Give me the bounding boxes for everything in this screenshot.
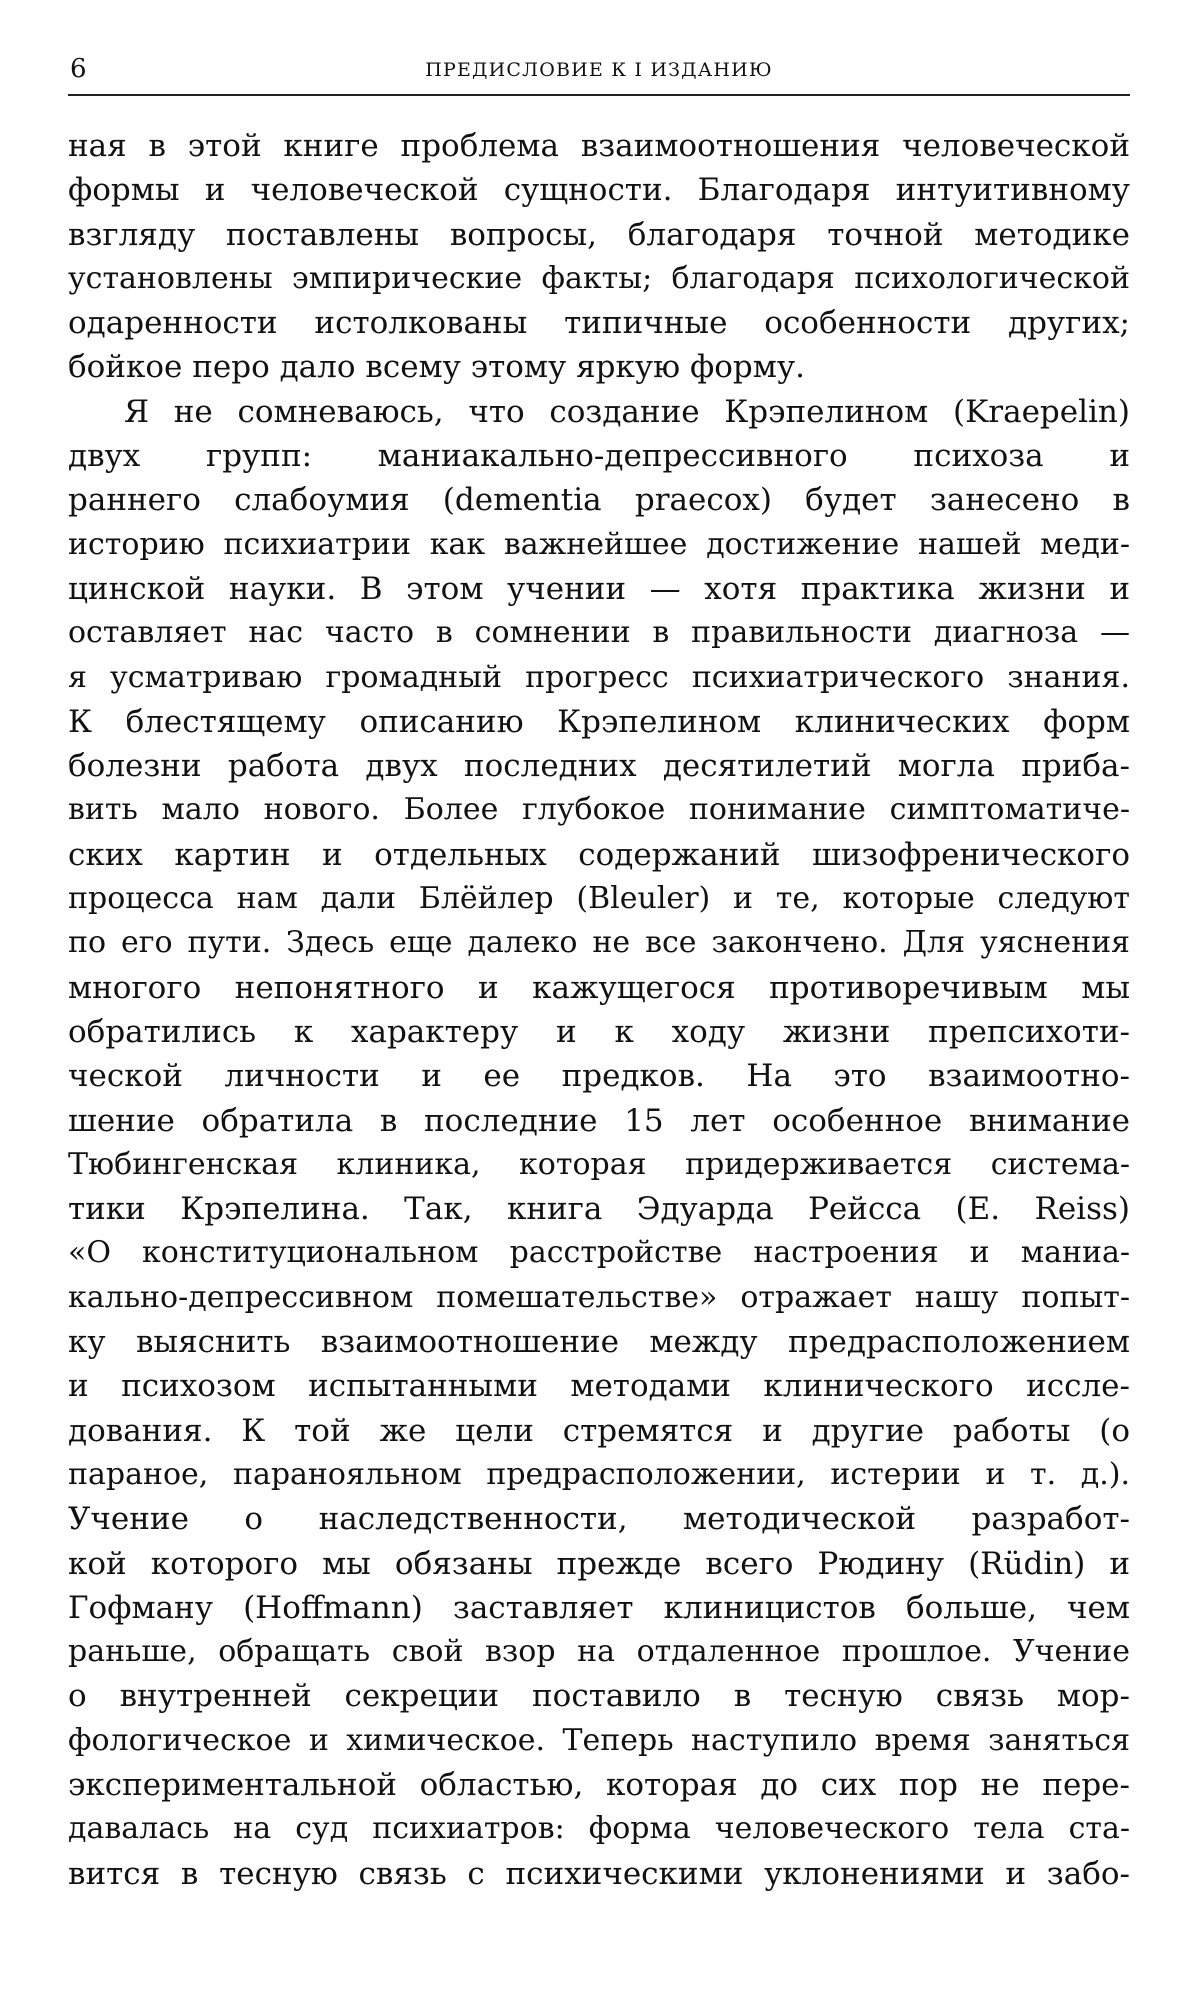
text-line: ная в этой книге проблема взаимоотношения человеческой <box>68 128 1130 164</box>
text-line: процесса нам дали Блёйлер (Bleuler) и те, которые следуют <box>68 881 1130 917</box>
text-line: Я не сомневаюсь, что создание Крэпелином (Kraepelin) <box>124 393 1130 430</box>
text-line: вить мало нового. Более глубокое понимание симптоматиче- <box>68 792 1130 828</box>
paragraph-2 <box>68 390 1130 1896</box>
text-line: взгляду поставлены вопросы, благодаря точной методике <box>68 216 1130 253</box>
running-head: ПРЕДИСЛОВИЕ К I ИЗДАНИЮ <box>425 59 773 81</box>
text-line: болезни работа двух последних десятилетий могла приба- <box>68 748 1130 785</box>
text-line: раннего слабоумия (dementia praecox) будет занесено в <box>68 482 1130 519</box>
text-line: ских картин и отдельных содержаний шизофренического <box>68 836 1130 873</box>
text-line: формы и человеческой сущности. Благодаря интуитивному <box>68 172 1130 209</box>
text-line: двух групп: маниакально-депрессивного психоза и <box>68 438 1130 475</box>
book-page <box>68 50 1130 1896</box>
text-line: одаренности истолкованы типичные особенности других; <box>68 305 1130 342</box>
text-line: я усматриваю громадный прогресс психиатрического знания. <box>68 659 1130 695</box>
text-line: К блестящему описанию Крэпелином клинических форм <box>68 703 1130 740</box>
text-line: установлены эмпирические факты; благодаря психологической <box>68 260 1130 296</box>
text-line: историю психиатрии как важнейшее достижение нашей меди- <box>68 526 1130 562</box>
text-line: фологическое и химическое. Теперь наступило время заняться <box>68 1722 1130 1758</box>
text-line: шение обратила в последние 15 лет особенное внимание <box>68 1102 1130 1139</box>
text-line: обратились к характеру и к ходу жизни препсихоти- <box>68 1013 1130 1050</box>
body-text <box>68 124 1130 1896</box>
text-line: и психозом испытанными методами клинического иссле- <box>68 1368 1130 1405</box>
text-line: по его пути. Здесь еще далеко не все закончено. Для уяснения <box>68 925 1130 961</box>
text-line: дования. К той же цели стремятся и другие работы (о <box>68 1412 1130 1449</box>
text-line: ческой личности и ее предков. На это взаимоотно- <box>68 1058 1130 1095</box>
text-line: экспериментальной областью, которая до сих пор не пере- <box>68 1766 1130 1803</box>
text-line: многого непонятного и кажущегося противоречивым мы <box>68 969 1130 1006</box>
text-line: ку выяснить взаимоотношение между предрасположением <box>68 1324 1130 1361</box>
text-line: раньше, обращать свой взор на отдаленное прошлое. Учение <box>68 1634 1130 1670</box>
text-line: бойкое перо дало всему этому яркую форму. <box>68 349 805 386</box>
text-line: давалась на суд психиатров: форма человеческого тела ста- <box>68 1811 1130 1847</box>
paragraph-1 <box>68 124 1130 390</box>
text-line: параное, паранояльном предрасположении, истерии и т. д.). <box>68 1456 1130 1492</box>
text-line: тики Крэпелина. Так, книга Эдуарда Рейсса (E. Reiss) <box>68 1191 1130 1228</box>
text-line: кой которого мы обязаны прежде всего Рюдину (Rüdin) и <box>68 1545 1130 1582</box>
text-line: «О конституциональном расстройстве настроения и маниа- <box>68 1235 1130 1271</box>
text-line: Учение о наследственности, методической разработ- <box>68 1501 1130 1538</box>
text-line: оставляет нас часто в сомнении в правильности диагноза — <box>68 615 1130 651</box>
text-line: цинской науки. В этом учении — хотя практика жизни и <box>68 570 1130 607</box>
text-line: Гофману (Hoffmann) заставляет клиницистов больше, чем <box>68 1589 1130 1626</box>
text-line: Тюбингенская клиника, которая придерживается система- <box>68 1146 1130 1182</box>
page-number: 6 <box>70 54 87 84</box>
text-line: о внутренней секреции поставило в тесную связь мор- <box>68 1678 1130 1715</box>
text-line: вится в тесную связь с психическими уклонениями и забо- <box>68 1855 1130 1892</box>
page-header <box>68 50 1130 96</box>
text-line: кально-депрессивном помешательстве» отражает нашу попыт- <box>68 1279 1130 1315</box>
